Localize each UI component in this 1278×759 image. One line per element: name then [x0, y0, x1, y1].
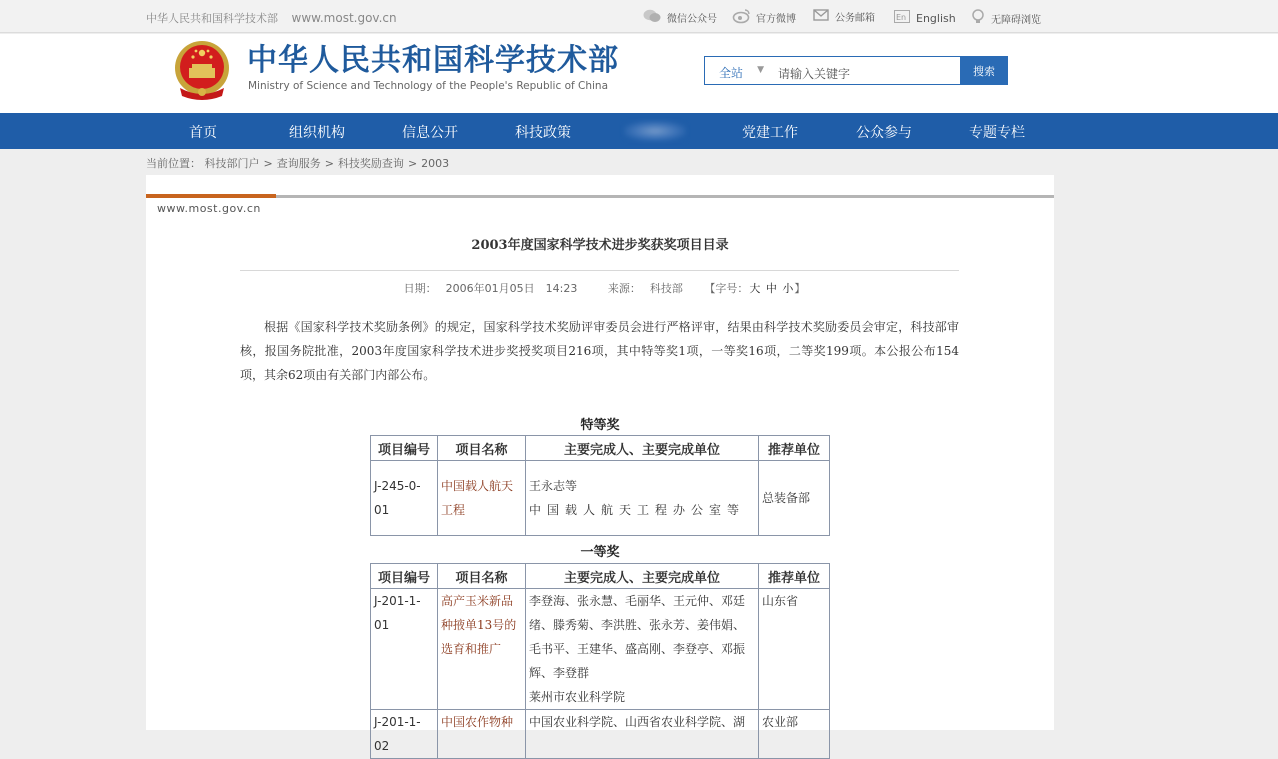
col-header-people: 主要完成人、主要完成单位	[526, 564, 759, 589]
breadcrumb-prefix: 当前位置：	[146, 157, 201, 170]
site-header	[0, 34, 1278, 113]
project-people: 李登海、张永慧、毛丽华、王元仲、邓廷绪、滕秀菊、李洪胜、张永芳、姜伟娟、毛书平、王建华、盛高刚、李登亭、邓振辉、李登群	[529, 594, 746, 680]
article-meta	[146, 280, 1054, 296]
accessibility-link-label: 无障碍浏览	[991, 15, 1041, 26]
font-size-label: 【字号：	[704, 282, 749, 295]
article-panel	[146, 175, 1054, 753]
english-icon	[894, 10, 910, 26]
wechat-link-label: 微信公众号	[667, 14, 717, 25]
search-scope-select[interactable]	[704, 56, 771, 85]
table-header-row	[371, 564, 830, 589]
col-header-recommender: 推荐单位	[759, 564, 830, 589]
first-award-table	[370, 563, 830, 759]
project-people: 王永志等	[529, 479, 578, 493]
project-recommender: 山东省	[759, 589, 830, 710]
project-people-cell	[526, 589, 759, 710]
project-unit: 莱州市农业科学院	[529, 690, 626, 704]
english-link-label: English	[916, 11, 956, 25]
topbar-domain: www.most.gov.cn	[291, 11, 397, 25]
breadcrumb-item-current: 2003	[421, 157, 450, 170]
search-input[interactable]	[770, 56, 961, 85]
nav-item-organization[interactable]: 组织机构	[289, 125, 345, 141]
font-size-close: 】	[794, 282, 806, 295]
article-source: 科技部	[649, 282, 683, 295]
font-size-switcher	[704, 282, 805, 295]
breadcrumb-separator: >	[324, 157, 334, 170]
font-size-medium[interactable]: 中	[765, 282, 777, 295]
col-header-number: 项目编号	[371, 436, 438, 461]
panel-watermark-domain: www.most.gov.cn	[157, 202, 261, 215]
project-name-link[interactable]: 中国农作物种	[438, 710, 526, 759]
col-header-number: 项目编号	[371, 564, 438, 589]
nav-item-policy[interactable]: 科技政策	[515, 125, 571, 141]
panel-top-rule	[146, 195, 1054, 198]
breadcrumb-item-award-query[interactable]: 科技奖励查询	[337, 157, 404, 170]
table-row	[371, 589, 830, 710]
site-subtitle: Ministry of Science and Technology of the People's Republic of China	[248, 80, 609, 92]
top-utility-bar	[0, 0, 1278, 33]
title-divider	[240, 270, 959, 271]
breadcrumb-separator: >	[263, 157, 273, 170]
project-recommender: 农业部	[759, 710, 830, 759]
topbar-site-name: 中华人民共和国科学技术部	[146, 12, 278, 25]
breadcrumb-item-query[interactable]: 查询服务	[276, 157, 321, 170]
project-recommender: 总装备部	[759, 461, 830, 536]
font-size-large[interactable]: 大	[749, 282, 761, 295]
chevron-down-icon: ▼	[757, 65, 764, 75]
project-number: J-201-1-02	[371, 710, 438, 759]
accessibility-icon	[971, 9, 985, 28]
article-lead-paragraph: 根据《国家科学技术奖励条例》的规定，国家科学技术奖励评审委员会进行严格评审，结果由科学技术奖励委员会审定，科技部审核，报国务院批准，2003年度国家科学技术进步奖授奖项目216项，其中特等奖1项，一等奖16项，二等奖199项。本公报公布154项，其余62项由有关部门内部公布。	[240, 320, 959, 382]
table-row	[371, 461, 830, 536]
breadcrumb-separator: >	[407, 157, 418, 170]
project-people: 中国农业科学院、山西省农业科学院、湖	[526, 710, 759, 759]
mail-link-label: 公务邮箱	[835, 13, 875, 24]
wechat-link[interactable]	[643, 9, 717, 26]
project-number: J-245-0-01	[371, 461, 438, 536]
project-name-link[interactable]: 中国载人航天工程	[438, 461, 526, 536]
first-award-heading: 一等奖	[580, 545, 620, 560]
col-header-people: 主要完成人、主要完成单位	[526, 436, 759, 461]
weibo-link[interactable]	[733, 9, 796, 26]
nav-item-topics[interactable]: 专题专栏	[969, 125, 1025, 141]
col-header-recommender: 推荐单位	[759, 436, 830, 461]
article-date: 2006年01月05日 14:23	[445, 282, 578, 295]
date-label: 日期：	[403, 282, 437, 295]
weibo-link-label: 官方微博	[756, 14, 796, 25]
english-link[interactable]	[894, 10, 956, 26]
nav-item-disclosure[interactable]: 信息公开	[402, 125, 458, 141]
wechat-icon	[643, 9, 661, 26]
project-people-cell	[526, 461, 759, 536]
table-row	[371, 710, 830, 759]
main-nav	[0, 113, 1278, 149]
table-header-row	[371, 436, 830, 461]
project-number: J-201-1-01	[371, 589, 438, 710]
search-scope-value: 全站	[719, 66, 744, 80]
mail-icon	[813, 9, 829, 24]
breadcrumb	[146, 155, 449, 171]
font-size-small[interactable]: 小	[782, 282, 794, 295]
site-title: 中华人民共和国科学技术部	[247, 43, 619, 78]
mail-link[interactable]	[813, 9, 875, 24]
special-award-heading: 特等奖	[580, 418, 620, 433]
search-button[interactable]: 搜索	[960, 56, 1008, 85]
topbar-site-info	[146, 10, 397, 26]
nav-item-public[interactable]: 公众参与	[856, 125, 912, 141]
national-emblem-logo[interactable]	[172, 38, 232, 102]
source-label: 来源：	[607, 282, 641, 295]
project-unit: 中国载人航天工程办公室等	[529, 503, 746, 517]
nav-item-party[interactable]: 党建工作	[742, 125, 798, 141]
accessibility-link[interactable]	[971, 9, 1041, 28]
nav-item-blurred[interactable]	[624, 121, 686, 141]
breadcrumb-item-portal[interactable]: 科技部门户	[204, 157, 260, 170]
article-title: 2003年度国家科学技术进步奖获奖项目目录	[471, 238, 729, 253]
weibo-icon	[733, 9, 750, 26]
col-header-name: 项目名称	[438, 436, 526, 461]
special-award-table	[370, 435, 830, 536]
col-header-name: 项目名称	[438, 564, 526, 589]
svg-text:En: En	[896, 13, 907, 22]
panel-accent-rule	[146, 194, 276, 198]
project-name-link[interactable]: 高产玉米新品种掖单13号的选育和推广	[438, 589, 526, 710]
nav-item-home[interactable]: 首页	[189, 125, 217, 141]
